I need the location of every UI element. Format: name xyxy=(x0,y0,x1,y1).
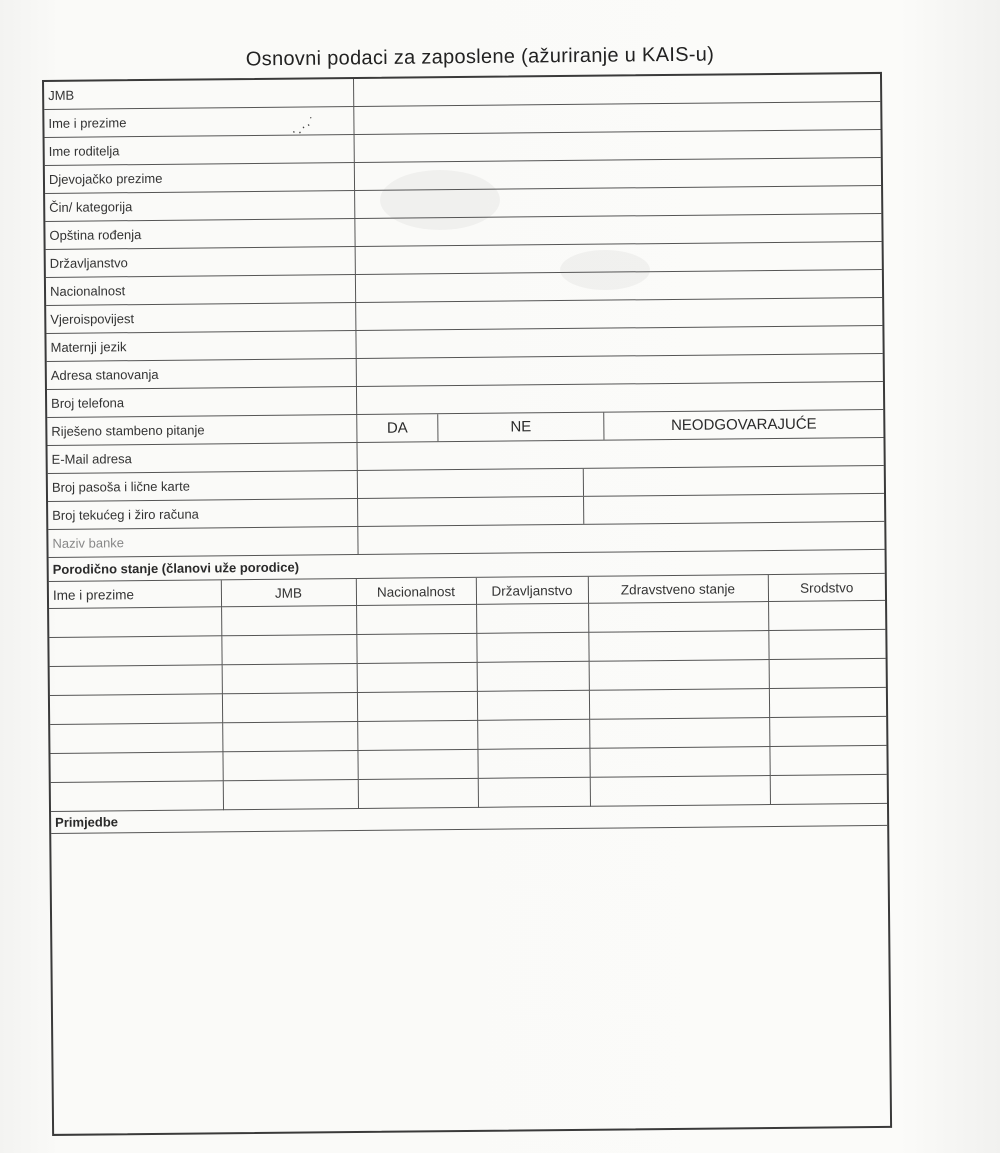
table-cell[interactable] xyxy=(50,723,222,754)
field-value-maiden-name[interactable] xyxy=(355,158,881,190)
housing-option-da[interactable]: DA xyxy=(357,414,438,442)
passport-id-values xyxy=(358,466,884,498)
field-label: Opština rođenja xyxy=(45,219,355,249)
field-value-jmb[interactable] xyxy=(354,74,880,106)
table-cell[interactable] xyxy=(49,607,221,638)
table-cell[interactable] xyxy=(50,665,222,696)
field-label: Djevojačko prezime xyxy=(45,163,355,193)
field-value-address[interactable] xyxy=(357,354,883,386)
table-cell[interactable] xyxy=(478,777,590,807)
table-cell[interactable] xyxy=(769,658,886,688)
column-header: Nacionalnost xyxy=(356,578,476,606)
field-label: Broj tekućeg i žiro računa xyxy=(48,499,358,529)
table-cell[interactable] xyxy=(588,602,768,633)
field-value-phone[interactable] xyxy=(357,382,883,414)
field-label: Ime i prezime xyxy=(44,107,354,137)
table-cell[interactable] xyxy=(477,748,589,778)
employee-form xyxy=(42,72,892,1136)
field-value-rank[interactable] xyxy=(355,186,881,218)
family-table xyxy=(49,574,887,812)
table-cell[interactable] xyxy=(477,719,589,749)
table-cell[interactable] xyxy=(477,690,589,720)
table-cell[interactable] xyxy=(357,749,477,779)
column-header: Državljanstvo xyxy=(476,577,588,605)
field-label: Maternji jezik xyxy=(46,331,356,361)
pen-mark: ·.··˙ xyxy=(287,112,320,140)
table-cell[interactable] xyxy=(589,718,769,749)
column-header: Srodstvo xyxy=(768,574,885,602)
remarks-title: Primjedbe xyxy=(51,804,887,834)
field-label: Ime roditelja xyxy=(45,135,355,165)
table-cell[interactable] xyxy=(770,774,887,804)
housing-option-ne[interactable]: NE xyxy=(438,413,604,442)
field-label: JMB xyxy=(44,79,354,109)
field-value-id-card[interactable] xyxy=(584,466,884,496)
table-cell[interactable] xyxy=(221,635,356,665)
field-label: Državljanstvo xyxy=(46,247,356,277)
table-cell[interactable] xyxy=(356,633,476,663)
table-cell[interactable] xyxy=(768,600,885,630)
table-cell[interactable] xyxy=(769,687,886,717)
field-value-citizenship[interactable] xyxy=(356,242,882,274)
field-value-passport[interactable] xyxy=(358,469,584,498)
table-cell[interactable] xyxy=(477,661,589,691)
field-label: Riješeno stambeno pitanje xyxy=(47,415,357,445)
column-header: Zdravstveno stanje xyxy=(588,575,768,603)
field-value-giro-account[interactable] xyxy=(584,494,884,524)
table-cell[interactable] xyxy=(769,745,886,775)
field-label: Vjeroispovijest xyxy=(46,303,356,333)
family-section-title: Porodično stanje (članovi uže porodice) xyxy=(49,550,885,582)
table-cell[interactable] xyxy=(589,747,769,778)
field-value-nationality[interactable] xyxy=(356,270,882,302)
table-cell[interactable] xyxy=(50,694,222,725)
housing-options xyxy=(357,410,883,442)
table-cell[interactable] xyxy=(50,752,222,783)
field-value-email[interactable] xyxy=(357,438,883,470)
table-cell[interactable] xyxy=(357,662,477,692)
table-cell[interactable] xyxy=(590,776,770,807)
field-value-bank[interactable] xyxy=(358,522,884,554)
field-label: E-Mail adresa xyxy=(48,443,358,473)
table-cell[interactable] xyxy=(51,781,223,812)
table-cell[interactable] xyxy=(221,606,356,636)
field-value-religion[interactable] xyxy=(356,298,882,330)
field-label: Adresa stanovanja xyxy=(47,359,357,389)
housing-option-inadequate[interactable]: NEODGOVARAJUĆE xyxy=(670,415,817,434)
remarks-area[interactable] xyxy=(51,826,890,1134)
form-title: Osnovni podaci za zaposlene (ažuriranje u KAIS-u) xyxy=(245,43,715,71)
field-value-birth-municipality[interactable] xyxy=(355,214,881,246)
table-cell[interactable] xyxy=(49,636,221,667)
field-value-parent-name[interactable] xyxy=(355,130,881,162)
table-cell[interactable] xyxy=(222,751,357,781)
account-values xyxy=(358,494,884,526)
table-cell[interactable] xyxy=(589,689,769,720)
table-cell[interactable] xyxy=(769,716,886,746)
field-value-current-account[interactable] xyxy=(358,497,584,526)
field-label: Nacionalnost xyxy=(46,275,356,305)
table-cell[interactable] xyxy=(476,632,588,662)
table-cell[interactable] xyxy=(358,778,478,808)
field-label: Broj telefona xyxy=(47,387,357,417)
table-cell[interactable] xyxy=(768,629,885,659)
table-cell[interactable] xyxy=(589,660,769,691)
field-value-name[interactable] xyxy=(354,102,880,134)
table-cell[interactable] xyxy=(357,691,477,721)
field-label: Naziv banke xyxy=(48,527,358,557)
table-cell[interactable] xyxy=(222,693,357,723)
table-cell[interactable] xyxy=(222,664,357,694)
field-label: Broj pasoša i lične karte xyxy=(48,471,358,501)
table-cell[interactable] xyxy=(476,603,588,633)
table-cell[interactable] xyxy=(588,631,768,662)
table-cell[interactable] xyxy=(222,722,357,752)
table-cell[interactable] xyxy=(223,780,358,810)
field-value-mother-tongue[interactable] xyxy=(356,326,882,358)
table-cell[interactable] xyxy=(357,720,477,750)
field-label: Čin/ kategorija xyxy=(45,191,355,221)
column-header: JMB xyxy=(221,579,356,607)
column-header: Ime i prezime xyxy=(49,580,221,608)
table-cell[interactable] xyxy=(356,604,476,634)
